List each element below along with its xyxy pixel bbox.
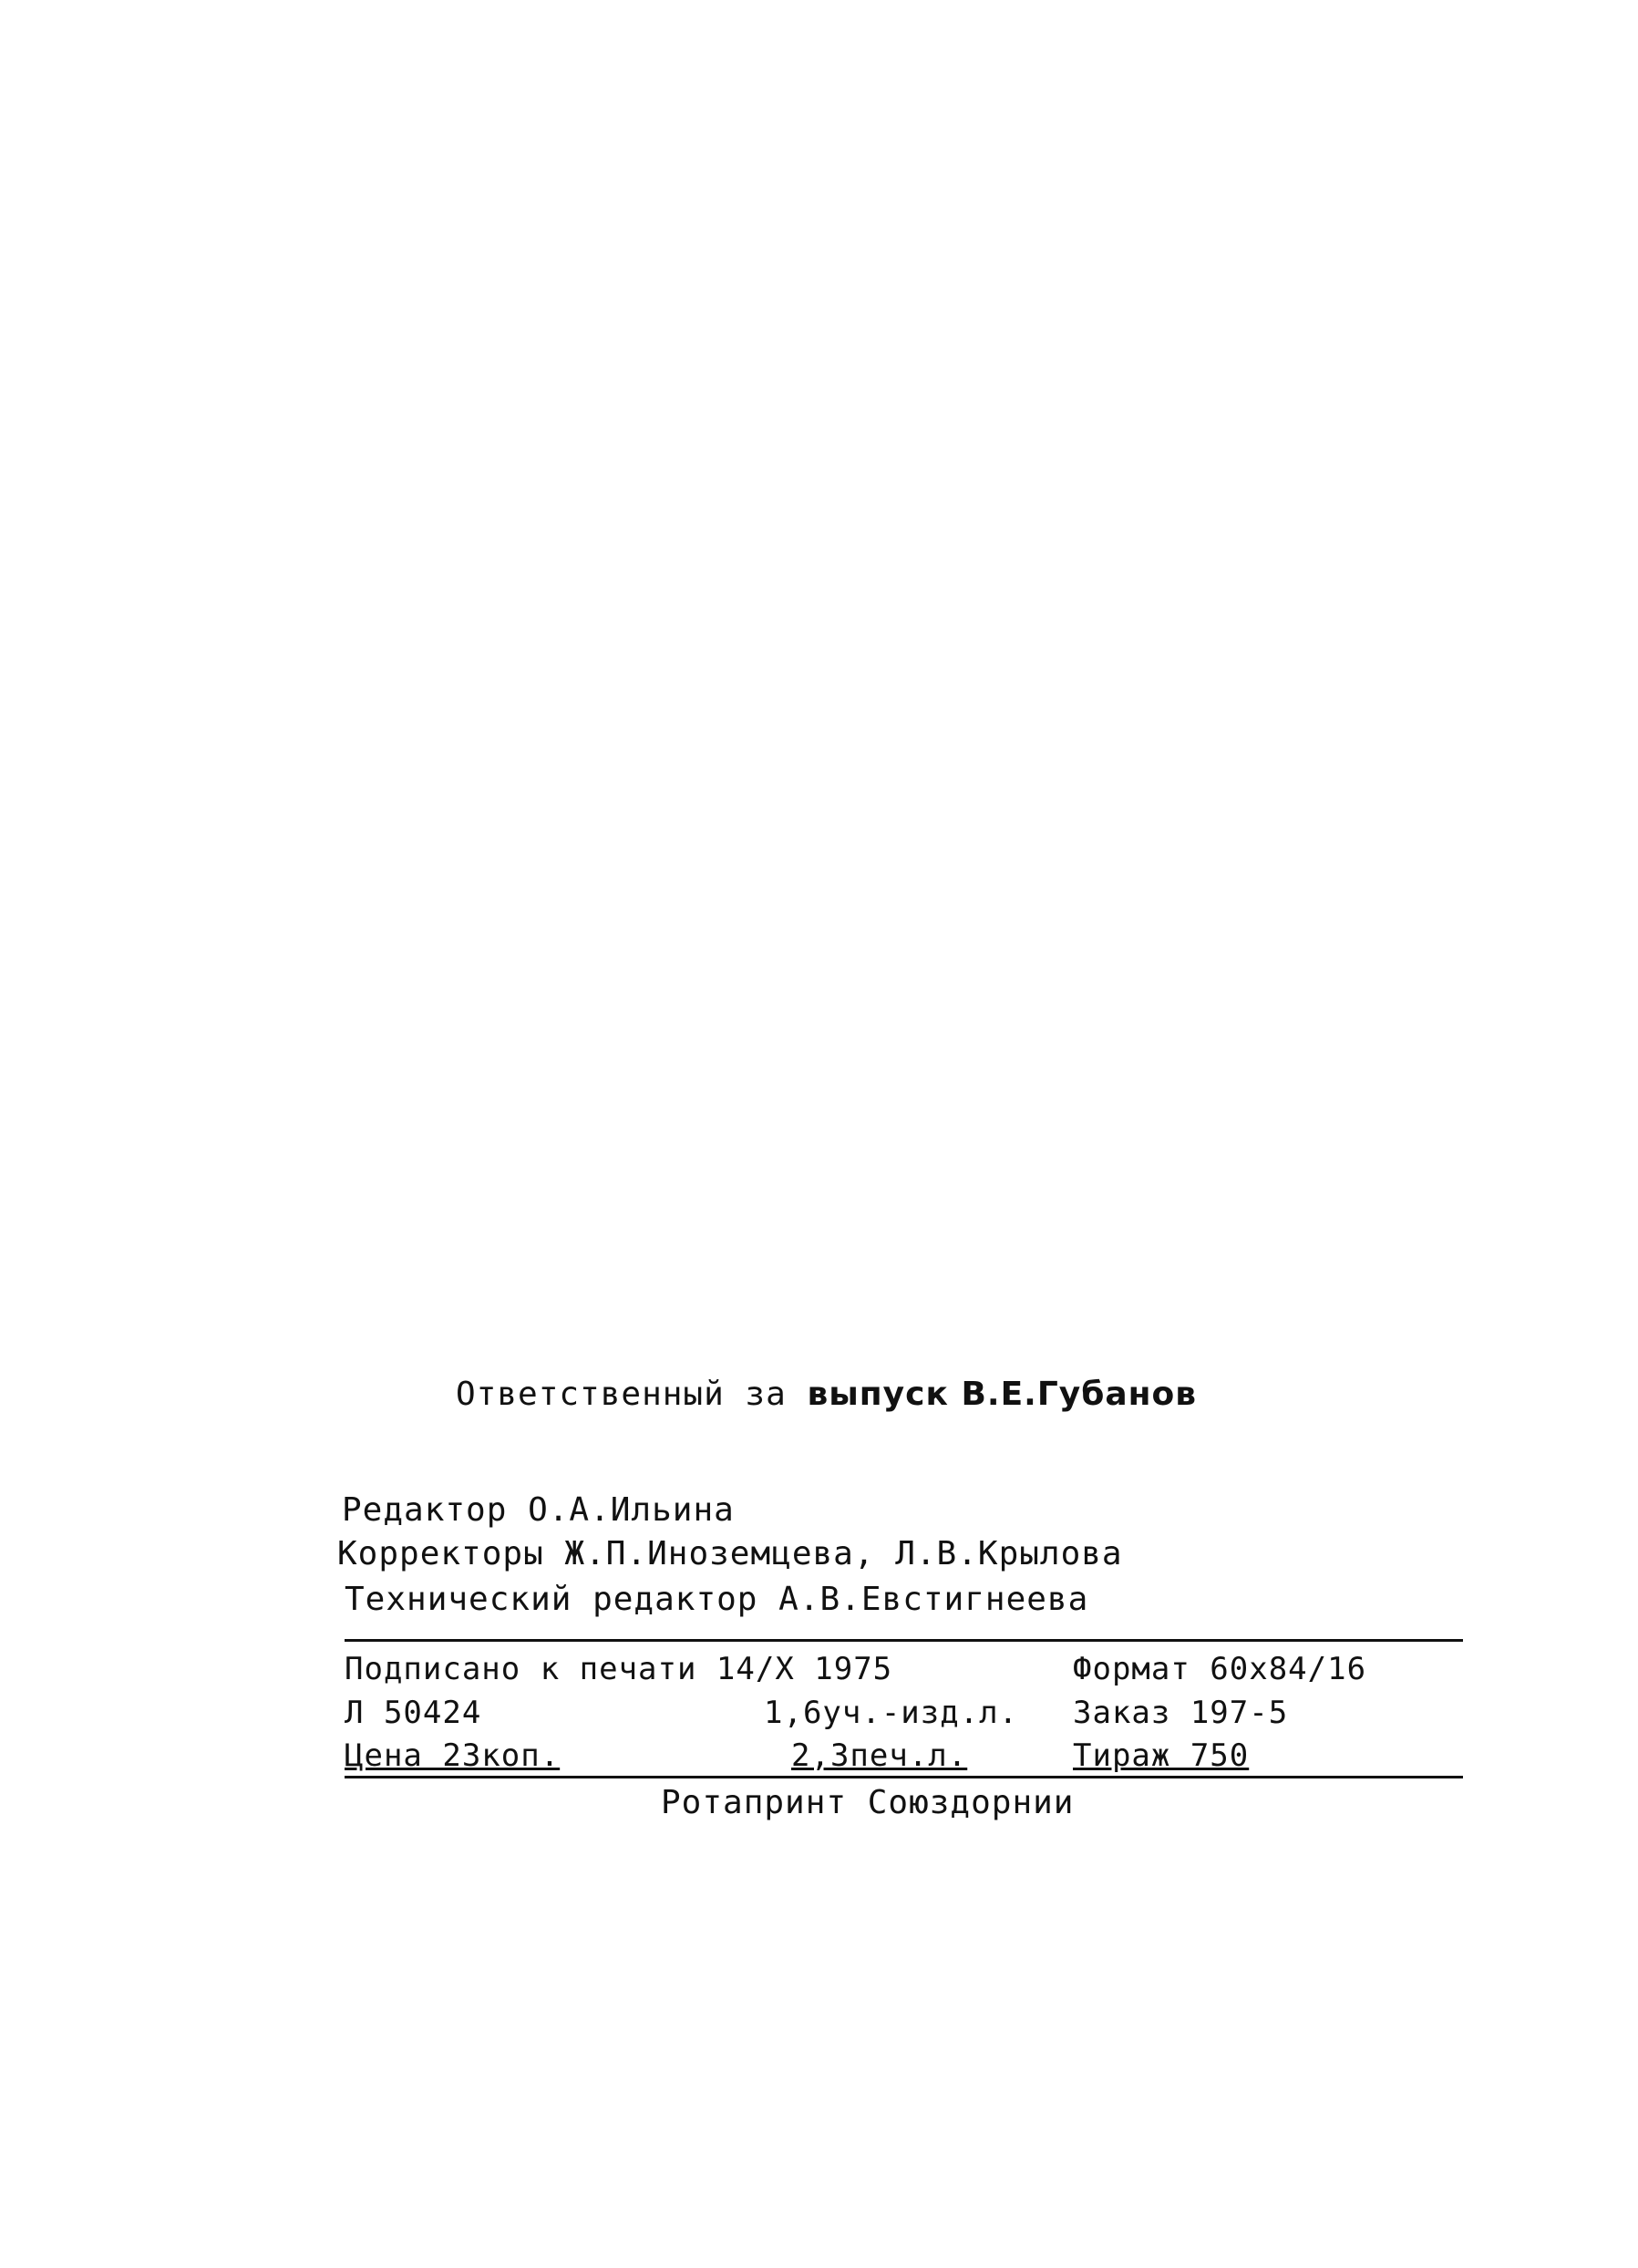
printer-name: Ротапринт Союздорнии bbox=[661, 1784, 1075, 1821]
signed-to-print: Подписано к печати 14/X 1975 bbox=[345, 1651, 893, 1687]
price: Цена 23коп. bbox=[345, 1737, 561, 1774]
top-rule-divider bbox=[345, 1639, 1463, 1642]
responsible-label: Ответственный за bbox=[456, 1376, 808, 1413]
order-number: Заказ 197-5 bbox=[1073, 1695, 1289, 1731]
correctors-line: Корректоры Ж.П.Иноземцева, Л.В.Крылова bbox=[337, 1535, 1123, 1572]
print-sheets: 2,3печ.л. bbox=[791, 1737, 968, 1774]
tech-editor-line: Технический редактор А.В.Евстигнеева bbox=[345, 1581, 1089, 1618]
license-number: Л 50424 bbox=[345, 1695, 482, 1731]
edition-sheets: 1,6уч.-изд.л. bbox=[764, 1695, 1019, 1731]
responsible-name: выпуск В.Е.Губанов bbox=[807, 1376, 1198, 1413]
paper-format: Формат 60х84/16 bbox=[1073, 1651, 1367, 1687]
circulation: Тираж 750 bbox=[1073, 1737, 1250, 1774]
bottom-rule-divider bbox=[345, 1776, 1463, 1778]
editor-line: Редактор О.А.Ильина bbox=[342, 1491, 735, 1529]
responsible-line bbox=[456, 1375, 1197, 1415]
